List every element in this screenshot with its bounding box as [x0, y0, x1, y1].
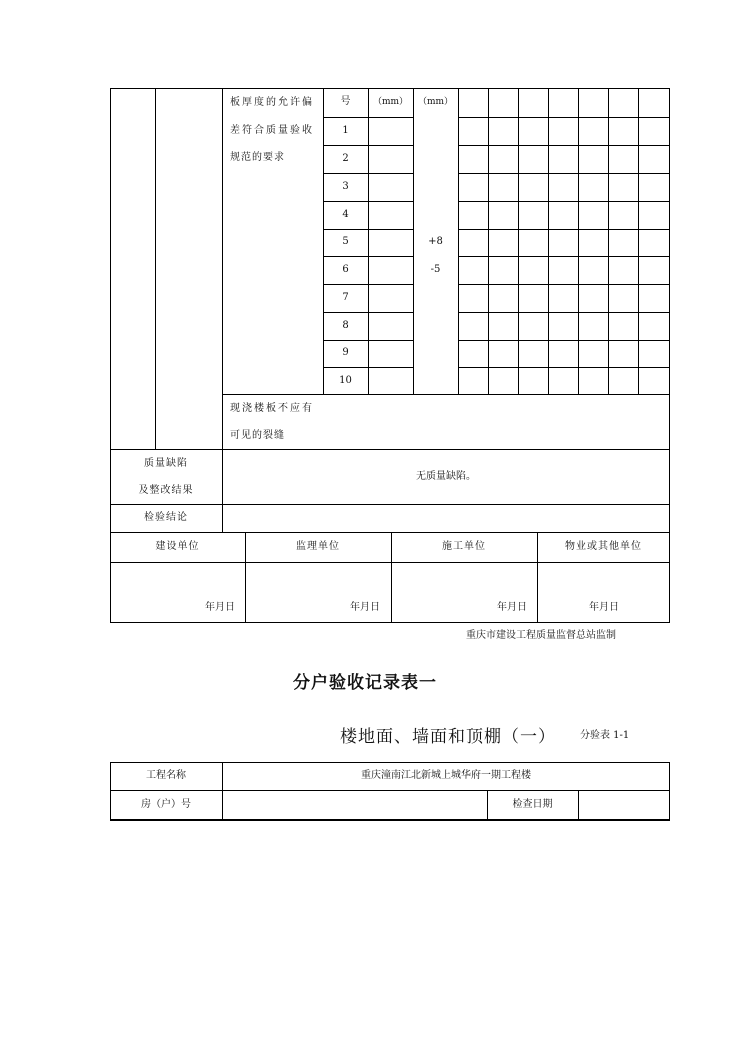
item-text-line-3: 规范的要求 [230, 152, 285, 163]
item-text-line-1: 板厚度的允许偏 [230, 97, 314, 108]
item-text-line-2: 差符合质量验收 [230, 125, 314, 136]
date-label: 年月日 [589, 602, 619, 613]
row-number: 9 [342, 347, 349, 358]
page-subtitle: 楼地面、墙面和顶棚（一） [340, 727, 556, 747]
row-number: 5 [342, 236, 349, 247]
date-label: 年月日 [350, 602, 380, 613]
room-number-label: 房（户）号 [141, 799, 191, 810]
check-date-label: 检查日期 [512, 799, 553, 810]
defects-label-line-2: 及整改结果 [138, 485, 194, 496]
page-title: 分户验收记录表一 [293, 673, 437, 693]
row-number: 4 [342, 209, 349, 220]
row-number: 1 [342, 125, 349, 136]
project-name-label: 工程名称 [146, 770, 186, 781]
row-number: 2 [342, 153, 349, 164]
row-number: 6 [342, 264, 349, 275]
project-name-value[interactable]: 重庆潼南江北新城上城华府一期工程楼 [361, 770, 531, 781]
date-label: 年月日 [205, 602, 235, 613]
unit-supervision: 监理单位 [296, 541, 340, 552]
crack-text-line-2: 可见的裂缝 [230, 430, 285, 441]
crack-text-line-1: 现浇楼板不应有 [230, 403, 314, 414]
header-unit-2: （mm） [417, 97, 454, 107]
unit-contractor: 施工单位 [442, 541, 486, 552]
form-number: 分验表 1-1 [580, 730, 630, 741]
row-number: 10 [339, 375, 352, 386]
row-number: 3 [342, 181, 349, 192]
row-number: 8 [342, 320, 349, 331]
unit-construction: 建设单位 [155, 541, 200, 552]
header-no: 号 [340, 96, 351, 107]
tolerance-plus: +8 [428, 236, 443, 247]
defects-label-line-1: 质量缺陷 [144, 458, 188, 469]
defects-value: 无质量缺陷。 [416, 471, 476, 482]
conclusion-label: 检验结论 [144, 512, 188, 523]
row-number: 7 [342, 292, 349, 303]
footer-supervisor: 重庆市建设工程质量监督总站监制 [466, 630, 616, 641]
tolerance-minus: -5 [430, 264, 441, 275]
date-label: 年月日 [497, 602, 527, 613]
header-unit-1: （mm） [372, 97, 409, 107]
unit-property: 物业或其他单位 [565, 541, 642, 552]
